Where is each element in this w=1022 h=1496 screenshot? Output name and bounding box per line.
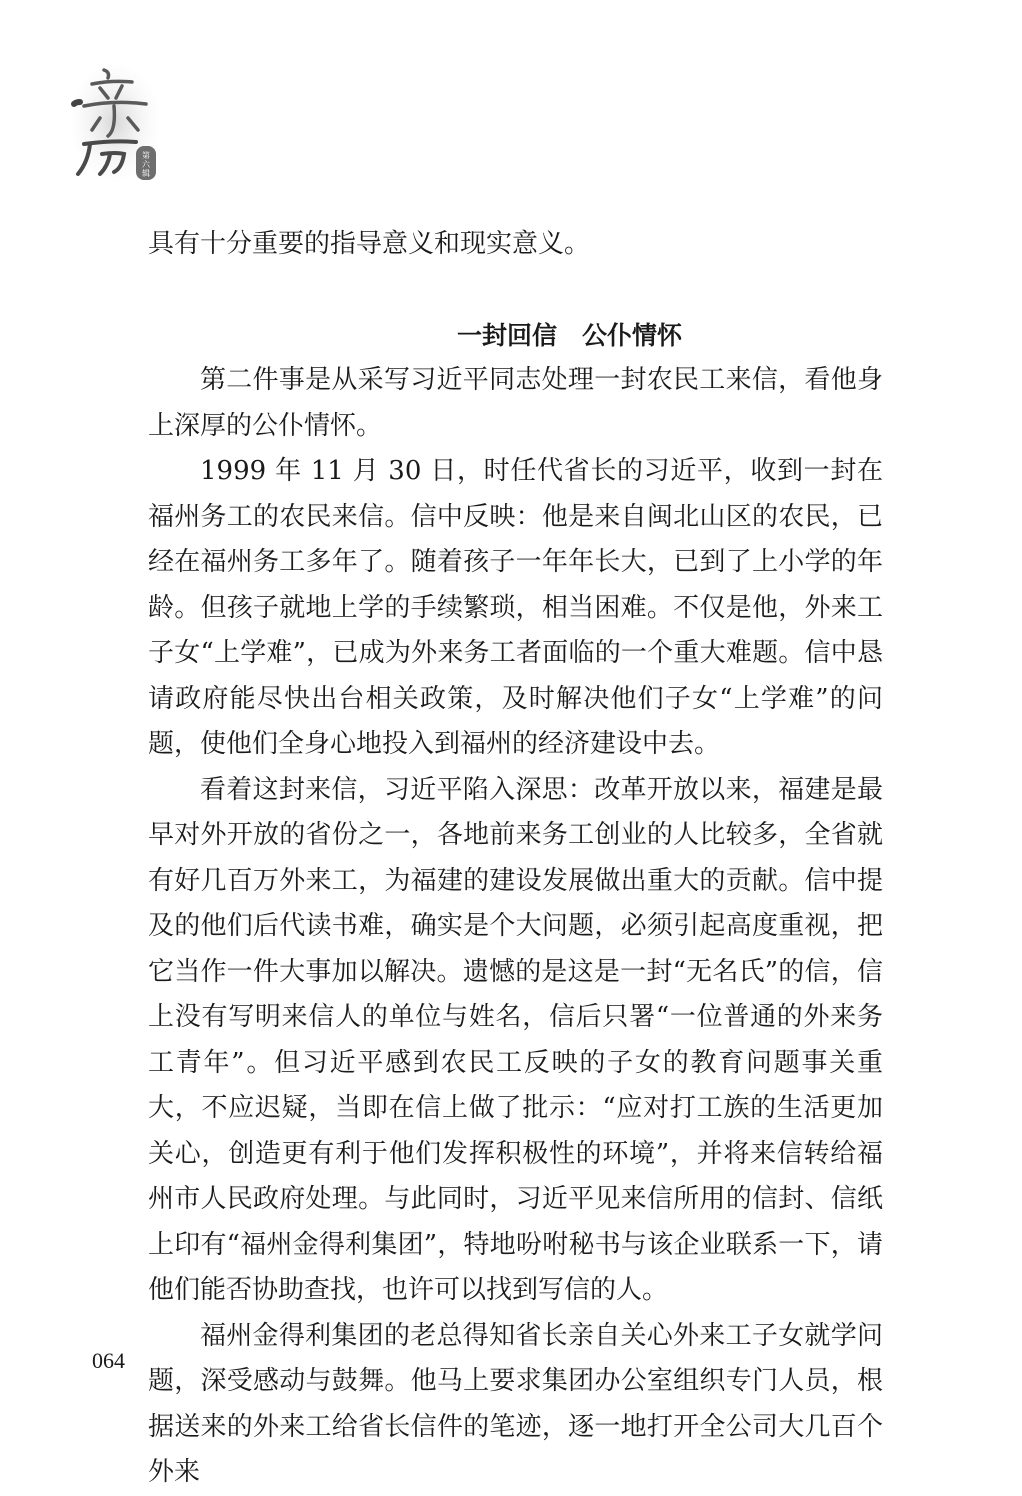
paragraph: 第二件事是从采写习近平同志处理一封农民工来信，看他身上深厚的公仆情怀。: [148, 365, 883, 441]
logo-brush-mark: [70, 62, 160, 182]
logo-subtitle-char-2: 六: [142, 160, 150, 169]
section-spacer: [148, 268, 883, 313]
logo-subtitle-char-1: 第: [142, 151, 150, 160]
logo-subtitle-char-3: 辑: [142, 169, 150, 178]
section-heading: 一封回信 公仆情怀: [456, 320, 682, 350]
paragraph-continuation: 具有十分重要的指导意义和现实意义。: [148, 229, 591, 259]
paragraph: 看着这封来信，习近平陷入深思：改革开放以来，福建是最早对外开放的省份之一，各地前来务工创业的人比较多，全省就有好几百万外来工，为福建的建设发展做出重大的贡献。信中提及的他们后代读书难，确实是个大问题，必须引起高度重视，把它当作一件大事加以解决。遗憾的是这是一封“无名氏”的信，信上没有写明来信人的单位与姓名，信后只署“一位普通的外来务工青年”。但习近平感到农民工反映的子女的教育问题事关重大，不应迟疑，当即在信上做了批示：“应对打工族的生活更加关心，创造更有利于他们发挥积极性的环境”，并将来信转给福州市人民政府处理。与此同时，习近平见来信所用的信封、信纸上印有“福州金得利集团”，特地吩咐秘书与该企业联系一下，请他们能否协助查找，也许可以找到写信的人。: [148, 774, 883, 1305]
paragraph: 1999 年 11 月 30 日，时任代省长的习近平，收到一封在福州务工的农民来信。信中反映：他是来自闽北山区的农民，已经在福州务工多年了。随着孩子一年年长大，已到了上小学的年龄。但孩子就地上学的手续繁琐，相当困难。不仅是他，外来工子女“上学难”，已成为外来务工者面临的一个重大难题。信中恳请政府能尽快出台相关政策，及时解决他们子女“上学难”的问题，使他们全身心地投入到福州的经济建设中去。: [148, 456, 883, 759]
page-body: [148, 222, 883, 1496]
page-number: 064: [92, 1348, 125, 1373]
book-series-logo: [70, 62, 160, 182]
paragraph: 福州金得利集团的老总得知省长亲自关心外来工子女就学问题，深受感动与鼓舞。他马上要求集团办公室组织专门人员，根据送来的外来工给省长信件的笔迹，逐一地打开全公司大几百个外来: [148, 1320, 883, 1487]
